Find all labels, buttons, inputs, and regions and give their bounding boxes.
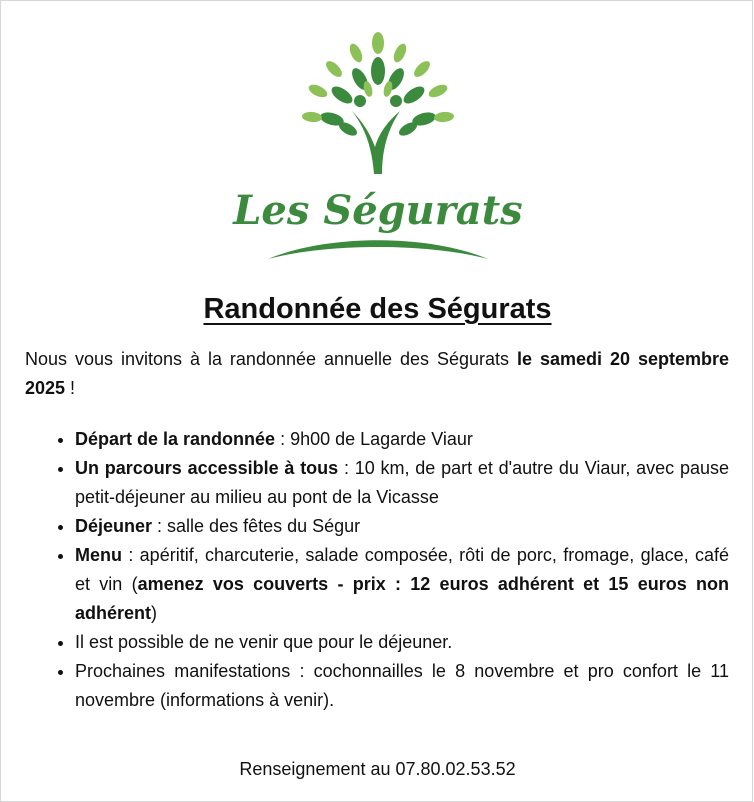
item-text: : salle des fêtes du Ségur [152, 516, 361, 536]
item-label: Menu [75, 545, 122, 565]
tree-with-people-icon [232, 29, 523, 269]
list-item [75, 454, 729, 512]
contact-info: Renseignement au 07.80.02.53.52 [239, 759, 516, 779]
list-item [75, 541, 729, 628]
item-text: : apéritif, charcuterie, salade composée, rôti de porc, fromage, glace, café et vin ( [75, 545, 729, 594]
item-text: Prochaines manifestations : cochonnailles le 8 novembre et pro confort le 11 novembre (informations à venir). [75, 661, 729, 710]
item-text: : 10 km, de part et d'autre du Viaur, avec pause petit-déjeuner au milieu au pont de la Vicasse [75, 458, 729, 507]
item-end: ) [151, 603, 158, 623]
intro-date: le samedi 20 septembre 2025 [25, 349, 730, 398]
intro-paragraph [25, 345, 729, 403]
item-text: : 9h00 de Lagarde Viaur [275, 429, 473, 449]
details-list [25, 425, 729, 715]
item-label: Déjeuner [75, 516, 153, 536]
item-label: Départ de la randonnée [75, 429, 276, 449]
logo [1, 29, 754, 269]
brand-text: Les Ségurats [232, 187, 523, 234]
list-item [75, 628, 729, 657]
item-text: Il est possible de ne venir que pour le déjeuner. [75, 632, 453, 652]
list-item [75, 657, 729, 715]
page-title: Randonnée des Ségurats [203, 293, 552, 325]
intro-text: Nous vous invitons à la randonnée annuelle des Ségurats [25, 349, 517, 369]
list-item [75, 425, 729, 454]
item-label: Un parcours accessible à tous [75, 458, 339, 478]
intro-end: ! [65, 378, 76, 398]
list-item [75, 512, 729, 541]
item-price: amenez vos couverts - prix : 12 euros adhérent et 15 euros non adhérent [75, 574, 729, 623]
